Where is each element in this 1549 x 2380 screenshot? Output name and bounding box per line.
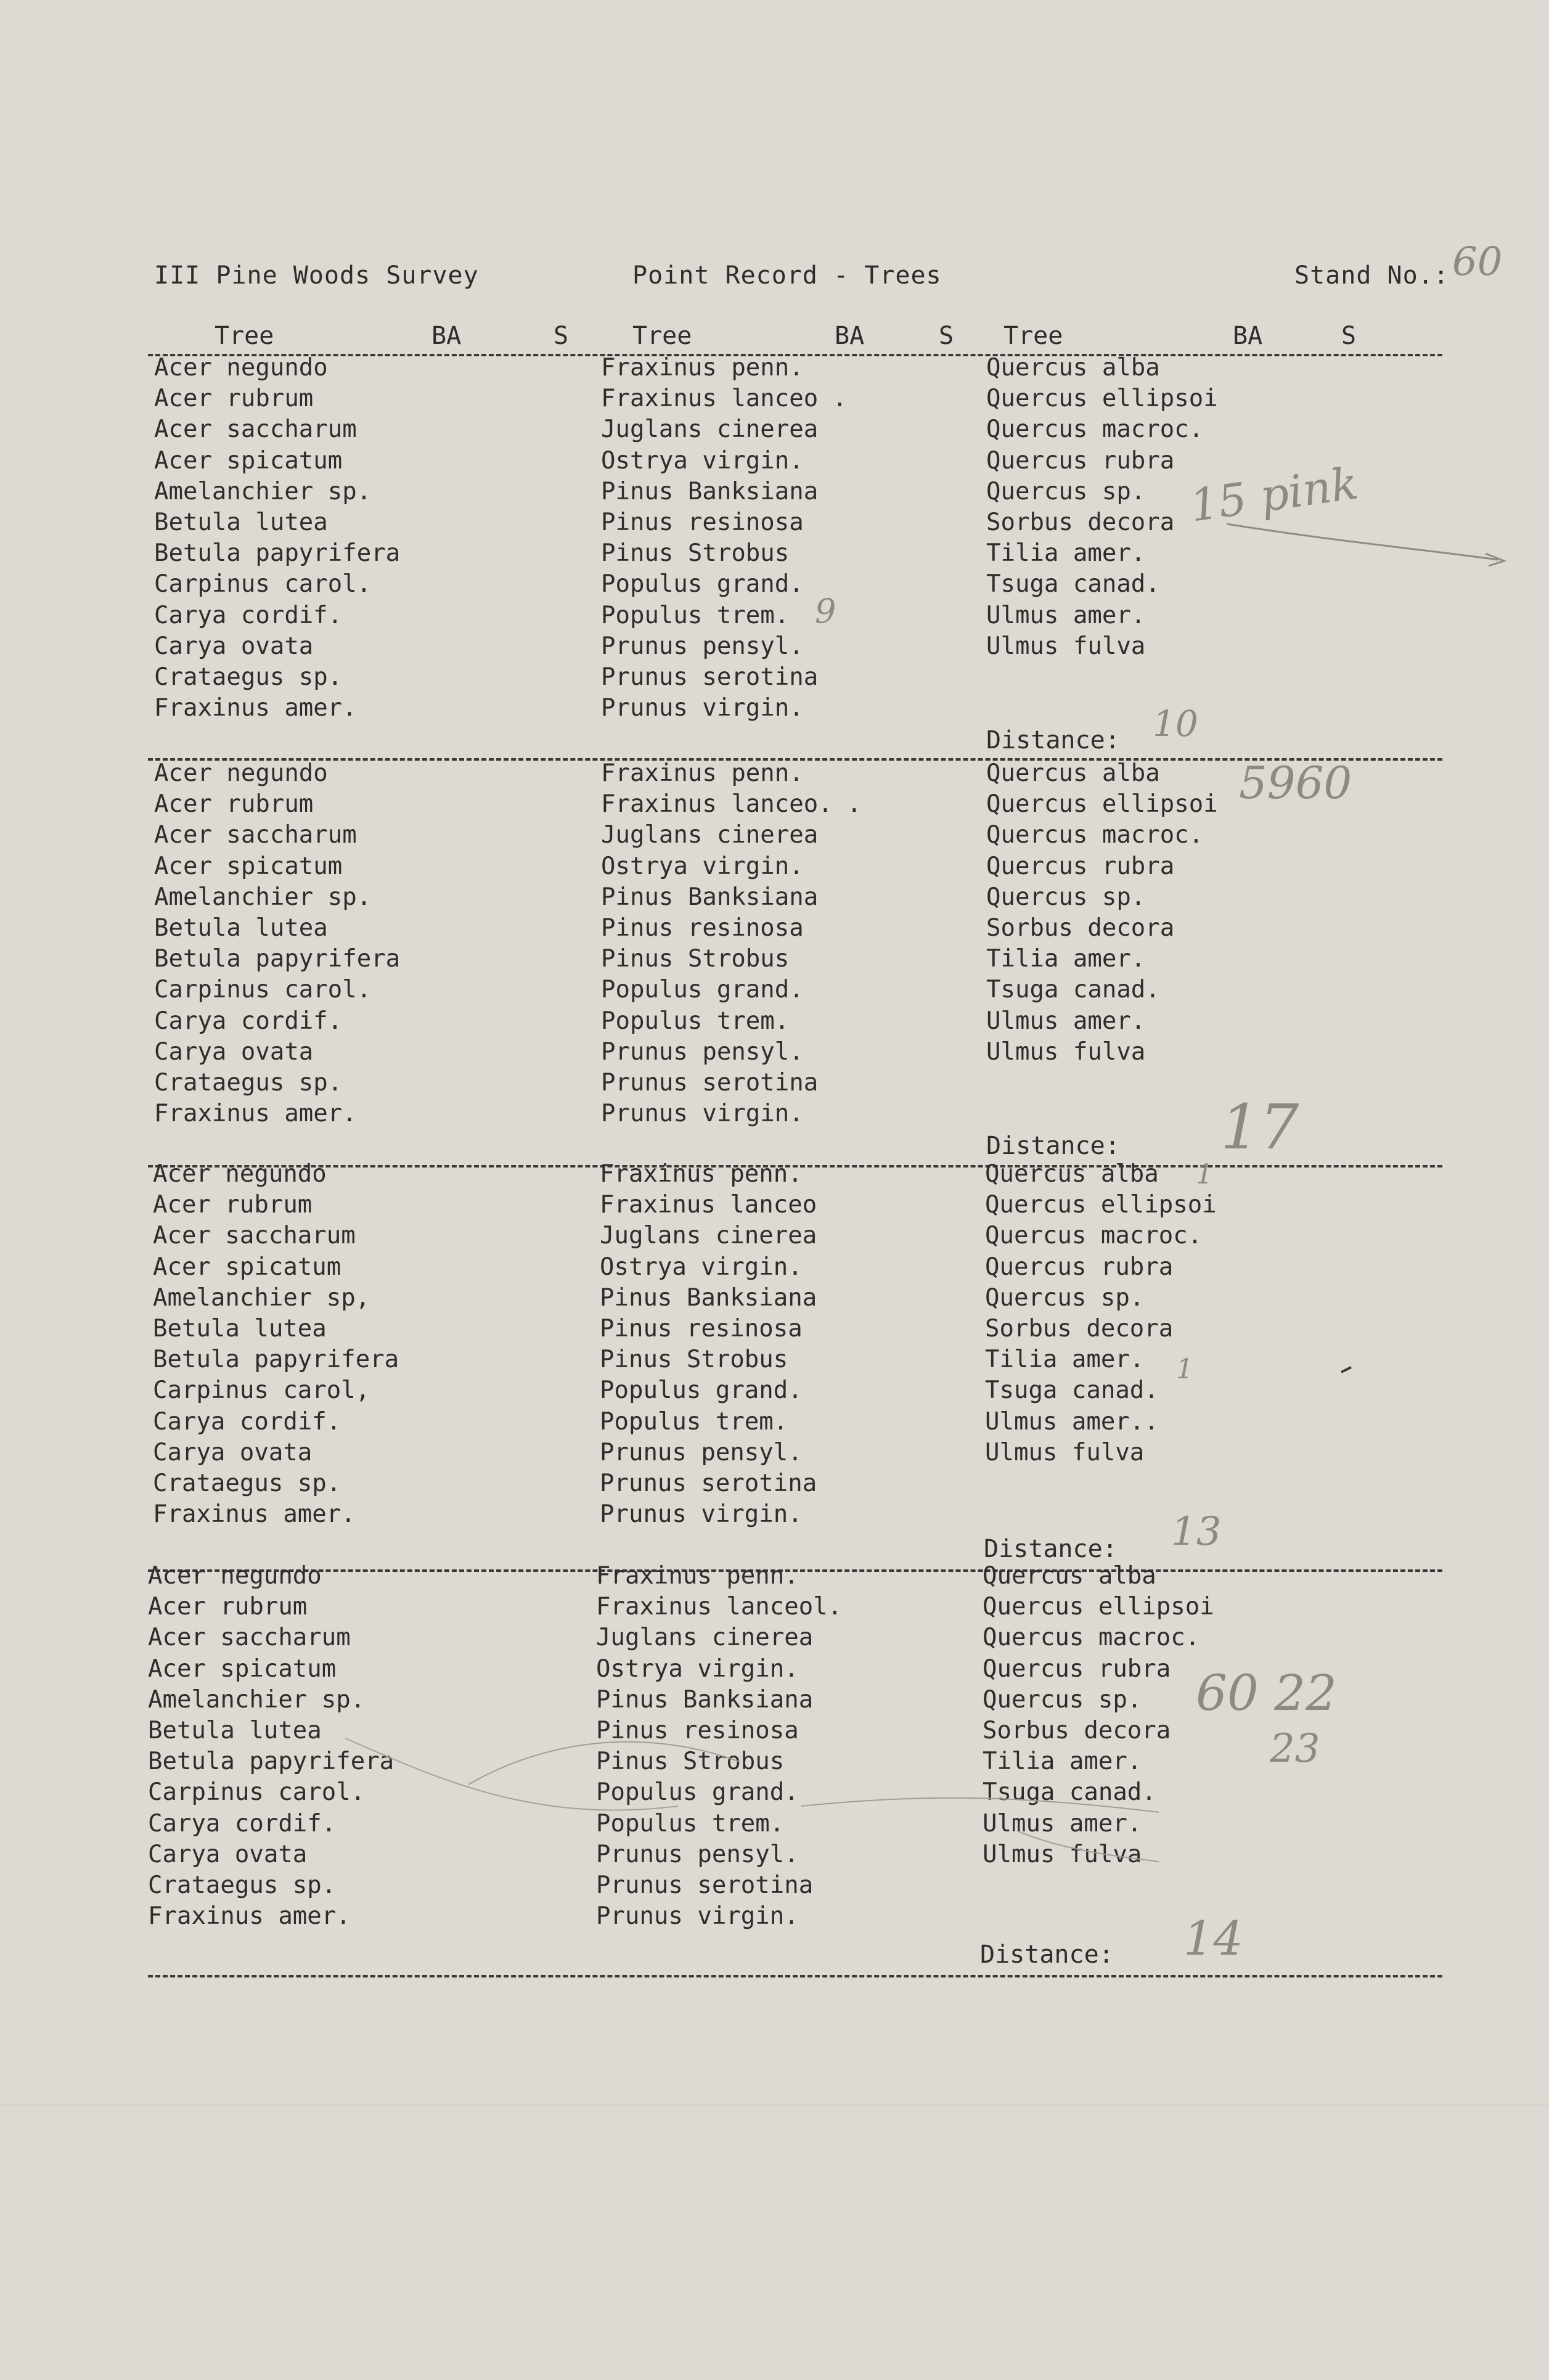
list-item: Amelanchier sp.: [154, 477, 372, 505]
list-item: Betula papyrifera: [148, 1748, 394, 1776]
list-item: Juglans cinerea: [596, 1624, 814, 1652]
list-item: Fraxinus amer.: [154, 1100, 357, 1128]
list-item: Carpinus carol.: [154, 570, 372, 599]
list-item: Ulmus amer.: [986, 601, 1146, 629]
list-item: Prunus serotina: [601, 663, 819, 692]
list-item: Tilia amer.: [983, 1748, 1142, 1776]
list-item: Quercus rubra: [983, 1654, 1171, 1683]
list-item: Populus trem.: [600, 1407, 788, 1436]
list-item: Pinus Strobus: [601, 539, 790, 568]
list-item: Acer negundo: [148, 1562, 322, 1590]
list-item: Pinus Banksiana: [600, 1283, 817, 1312]
list-item: Tilia amer.: [985, 1346, 1145, 1374]
list-item: Ulmus fulva: [983, 1840, 1142, 1868]
list-item: Amelanchier sp,: [153, 1283, 370, 1312]
list-item: Acer saccharum: [153, 1222, 356, 1250]
list-item: Fraxinus penn.: [600, 1160, 803, 1188]
handwritten-note: 15 pink: [1187, 457, 1362, 532]
list-item: Acer saccharum: [148, 1624, 351, 1652]
list-item: Betula papyrifera: [154, 539, 401, 568]
list-item: Acer rubrum: [153, 1191, 313, 1219]
list-item: Carya cordif.: [153, 1407, 341, 1436]
list-item: Prunus virgin.: [601, 694, 804, 722]
list-item: Acer spicatum: [154, 852, 343, 880]
list-item: Ulmus fulva: [986, 1037, 1146, 1066]
list-item: Betula lutea: [153, 1315, 327, 1343]
distance-value-handwritten: 13: [1171, 1509, 1222, 1555]
list-item: Fraxinus lanceo: [600, 1191, 817, 1219]
list-item: Quercus rubra: [985, 1253, 1174, 1281]
list-item: Acer negundo: [154, 759, 328, 787]
list-item: Prunus virgin.: [596, 1902, 799, 1931]
list-item: Quercus macroc.: [986, 415, 1204, 444]
list-item: Populus grand.: [596, 1778, 799, 1807]
stand-number-handwritten: 60: [1452, 239, 1503, 285]
col2-tree-header: Tree: [632, 322, 692, 350]
list-item: Pinus Strobus: [601, 945, 790, 973]
col2-s-header: S: [939, 322, 954, 350]
list-item: Acer spicatum: [154, 446, 343, 475]
list-item: Sorbus decora: [985, 1315, 1174, 1343]
list-item: Amelanchier sp.: [148, 1685, 366, 1714]
list-item: Tsuga canad.: [986, 976, 1160, 1004]
list-item: Acer rubrum: [154, 790, 314, 819]
list-item: Betula lutea: [148, 1717, 322, 1745]
col2-ba-header: BA: [835, 322, 865, 350]
list-item: Fraxinus lanceo .: [601, 385, 848, 413]
list-item: Ostrya virgin.: [600, 1253, 803, 1281]
distance-label: Distance:: [984, 1535, 1118, 1563]
list-item: Quercus macroc.: [986, 821, 1204, 849]
list-item: Fraxinus lanceol.: [596, 1593, 843, 1621]
col1-ba-header: BA: [431, 322, 462, 350]
list-item: Fraxinus amer.: [154, 694, 357, 722]
list-item: Prunus pensyl.: [600, 1438, 803, 1466]
list-item: Quercus macroc.: [985, 1222, 1203, 1250]
list-item: Sorbus decora: [986, 914, 1175, 943]
list-item: Populus grand.: [600, 1376, 803, 1405]
list-item: Prunus virgin.: [601, 1100, 804, 1128]
distance-label: Distance:: [980, 1940, 1114, 1969]
list-item: Acer saccharum: [154, 821, 357, 849]
survey-title: III Pine Woods Survey: [154, 261, 479, 290]
list-item: Fraxinus amer.: [148, 1902, 351, 1931]
list-item: Crataegus sp.: [154, 1069, 343, 1097]
handwritten-note: 1: [1196, 1159, 1213, 1190]
distance-value-handwritten: 14: [1183, 1911, 1243, 1966]
list-item: Prunus serotina: [600, 1470, 817, 1498]
list-item: Quercus ellipsoi: [983, 1593, 1214, 1621]
handwritten-note: 1: [1176, 1354, 1193, 1385]
list-item: Quercus sp.: [983, 1685, 1142, 1714]
list-item: Amelanchier sp.: [154, 883, 372, 911]
list-item: Quercus alba: [986, 354, 1160, 382]
list-item: Acer spicatum: [148, 1654, 337, 1683]
list-item: Sorbus decora: [983, 1717, 1171, 1745]
list-item: Carya ovata: [154, 1037, 314, 1066]
list-item: Ulmus fulva: [985, 1438, 1145, 1466]
list-item: Pinus resinosa: [601, 509, 804, 537]
list-item: Populus trem.: [596, 1809, 785, 1838]
handwritten-note: 60 22: [1196, 1664, 1338, 1722]
list-item: Quercus alba: [986, 759, 1160, 787]
list-item: Carya cordif.: [154, 601, 343, 629]
list-item: Tsuga canad.: [983, 1778, 1156, 1807]
list-item: Juglans cinerea: [601, 415, 819, 444]
col3-tree-header: Tree: [1003, 322, 1063, 350]
list-item: Carya ovata: [154, 632, 314, 660]
list-item: Quercus rubra: [986, 446, 1175, 475]
list-item: Betula papyrifera: [154, 945, 401, 973]
list-item: Acer rubrum: [148, 1593, 308, 1621]
list-item: Pinus Banksiana: [601, 883, 819, 911]
list-item: Prunus pensyl.: [596, 1840, 799, 1868]
list-item: Tsuga canad.: [985, 1376, 1159, 1405]
distance-label: Distance:: [986, 726, 1120, 754]
list-item: Quercus sp.: [986, 477, 1146, 505]
list-item: Juglans cinerea: [601, 821, 819, 849]
list-item: Tsuga canad.: [986, 570, 1160, 599]
handwritten-note: 23: [1270, 1726, 1320, 1772]
list-item: Quercus alba: [983, 1562, 1156, 1590]
list-item: Carya ovata: [148, 1840, 308, 1868]
distance-value-handwritten: 10: [1153, 703, 1198, 745]
list-item: Fraxinus penn.: [601, 759, 804, 787]
col1-s-header: S: [554, 322, 569, 350]
list-item: Sorbus decora: [986, 509, 1175, 537]
list-item: Pinus Banksiana: [596, 1685, 814, 1714]
list-item: Fraxinus amer.: [153, 1500, 356, 1529]
list-item: Tilia amer.: [986, 945, 1146, 973]
list-item: Pinus resinosa: [601, 914, 804, 943]
list-item: Acer rubrum: [154, 385, 314, 413]
list-item: Quercus sp.: [985, 1283, 1145, 1312]
list-item: Acer negundo: [154, 354, 328, 382]
list-item: Carpinus carol.: [148, 1778, 366, 1807]
list-item: Pinus Strobus: [596, 1748, 785, 1776]
list-item: Prunus serotina: [601, 1069, 819, 1097]
list-item: Prunus serotina: [596, 1871, 814, 1900]
list-item: Quercus rubra: [986, 852, 1175, 880]
list-item: Ulmus amer.: [986, 1007, 1146, 1035]
list-item: Ostrya virgin.: [601, 852, 804, 880]
list-item: Quercus sp.: [986, 883, 1146, 911]
list-item: Quercus macroc.: [983, 1624, 1200, 1652]
list-item: Pinus Banksiana: [601, 477, 819, 505]
list-item: Fraxinus lanceo. .: [601, 790, 862, 819]
list-item: Carya cordif.: [148, 1809, 337, 1838]
col3-ba-header: BA: [1233, 322, 1263, 350]
list-item: Prunus pensyl.: [601, 632, 804, 660]
list-item: Fraxinus penn.: [601, 354, 804, 382]
list-item: Populus trem.: [601, 1007, 790, 1035]
list-item: Ulmus fulva: [986, 632, 1146, 660]
list-item: Carpinus carol,: [153, 1376, 370, 1405]
list-item: Pinus Strobus: [600, 1346, 788, 1374]
list-item: Fraxinus penn.: [596, 1562, 799, 1590]
list-item: Ostrya virgin.: [596, 1654, 799, 1683]
form-name: Point Record - Trees: [632, 261, 942, 290]
list-item: Pinus resinosa: [596, 1717, 799, 1745]
list-item: Crataegus sp.: [148, 1871, 337, 1900]
list-item: Quercus alba: [985, 1160, 1159, 1188]
list-item: Populus grand.: [601, 570, 804, 599]
list-item: Populus grand.: [601, 976, 804, 1004]
list-item: Prunus pensyl.: [601, 1037, 804, 1066]
list-item: Crataegus sp.: [153, 1470, 341, 1498]
list-item: Crataegus sp.: [154, 663, 343, 692]
list-item: Tilia amer.: [986, 539, 1146, 568]
list-item: Carya cordif.: [154, 1007, 343, 1035]
list-item: Carpinus carol.: [154, 976, 372, 1004]
stand-label: Stand No.:: [1294, 261, 1449, 290]
list-item: Acer spicatum: [153, 1253, 341, 1281]
list-item: Pinus resinosa: [600, 1315, 803, 1343]
list-item: Ulmus amer.: [983, 1809, 1142, 1838]
list-item: Acer negundo: [153, 1160, 327, 1188]
list-item: Populus trem.: [601, 601, 790, 629]
col3-s-header: S: [1341, 322, 1357, 350]
list-item: Acer saccharum: [154, 415, 357, 444]
list-item: Ulmus amer..: [985, 1407, 1159, 1436]
list-item: Juglans cinerea: [600, 1222, 817, 1250]
distance-value-handwritten: 17: [1220, 1091, 1299, 1163]
list-item: Ostrya virgin.: [601, 446, 804, 475]
handwritten-note: 5960: [1239, 757, 1352, 809]
handwritten-note: 9: [815, 592, 836, 631]
col1-tree-header: Tree: [215, 322, 274, 350]
distance-label: Distance:: [986, 1132, 1120, 1160]
list-item: Betula lutea: [154, 914, 328, 943]
list-item: Betula lutea: [154, 509, 328, 537]
list-item: Betula papyrifera: [153, 1346, 399, 1374]
list-item: Quercus ellipsoi: [986, 790, 1218, 819]
list-item: Quercus ellipsoi: [986, 385, 1218, 413]
list-item: Carya ovata: [153, 1438, 313, 1466]
list-item: Prunus virgin.: [600, 1500, 803, 1529]
list-item: Quercus ellipsoi: [985, 1191, 1217, 1219]
